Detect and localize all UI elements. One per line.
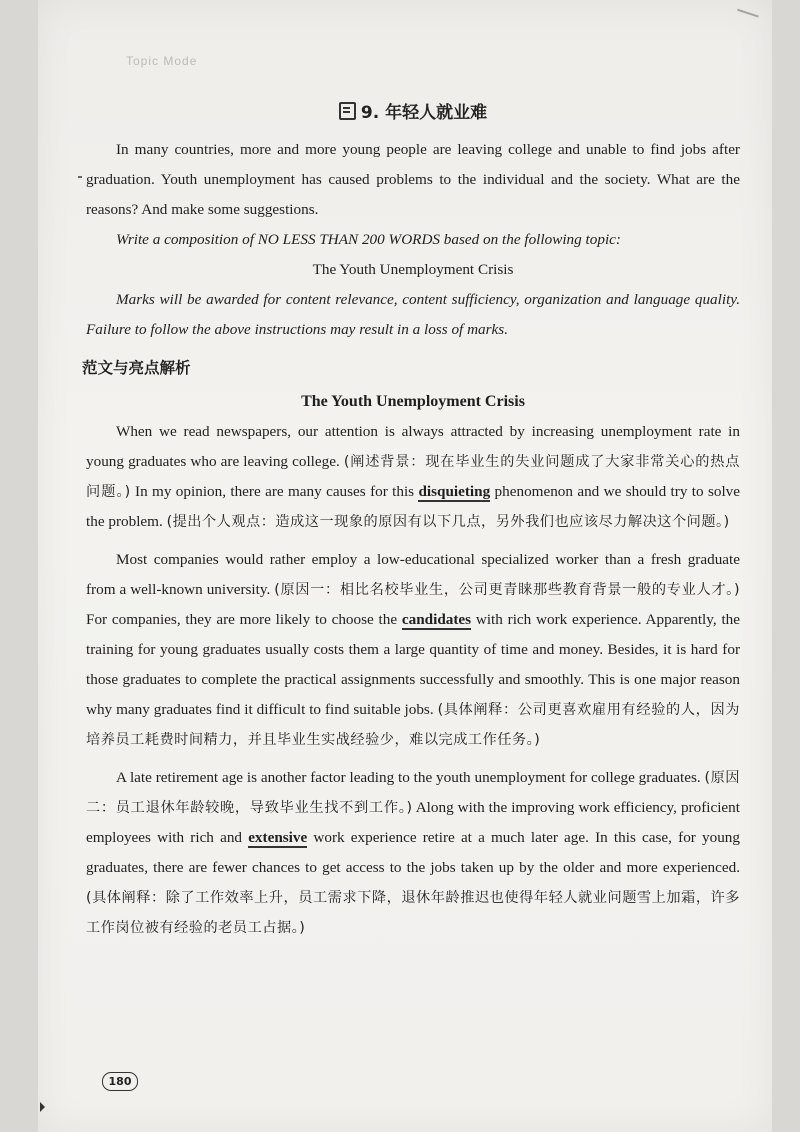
margin-tick xyxy=(78,176,82,178)
p2-annotation-2: (具体阐释：公司更喜欢雇用有经验的人，因为培养员工耗费时间精力，并且毕业生实战经验少，难以完成工作任务。) xyxy=(86,702,740,748)
essay-title: The Youth Unemployment Crisis xyxy=(301,393,525,410)
p2-text-c: with rich work experience. Apparently, the training for young graduates usually costs them a large quantity of time and money. Besides, it is hard for those graduates to complete the practical assignments successfully and smoothly. This is one major reason why many graduates find it difficult to find suitable jobs. xyxy=(86,611,741,718)
marking-note: Marks will be awarded for content relevance, content sufficiency, organization and language quality. Failure to follow the above instructions may result in a loss of marks. xyxy=(86,291,740,338)
p3-text-a: A late retirement age is another factor leading to the youth unemployment for college graduates. xyxy=(116,769,705,786)
p2-text-b: For companies, they are more likely to choose the xyxy=(86,611,402,628)
p2-annotation-1: (原因一：相比名校毕业生，公司更青睐那些教育背景一般的专业人才。) xyxy=(274,582,740,598)
p1-annotation-2: (提出个人观点：造成这一现象的原因有以下几点，另外我们也应该尽力解决这个问题。) xyxy=(166,514,730,530)
task-prompt: In many countries, more and more young people are leaving college and unable to find jobs after graduation. Youth unemployment has caused problems to the individual and the society. What are the reasons? And make some suggestions. xyxy=(86,141,740,218)
essay-paragraph-1 xyxy=(86,417,740,537)
p3-annotation-2: (具体阐释：除了工作效率上升，员工需求下降，退休年龄推迟也使得年轻人就业问题雪上加霜，许多工作岗位被有经验的老员工占据。) xyxy=(86,890,740,936)
page-content xyxy=(82,98,741,943)
p2-text-a: Most companies would rather employ a low-educational specialized worker than a fresh graduate from a well-known university. xyxy=(86,551,740,598)
page-corner-fold xyxy=(735,9,758,23)
p1-text-b: In my opinion, there are many causes for this xyxy=(130,483,419,500)
section-heading: 范文与亮点解析 xyxy=(82,359,191,377)
p1-annotation-1: (阐述背景：现在毕业生的失业问题成了大家非常关心的热点问题。) xyxy=(86,454,740,500)
binding-mark xyxy=(40,1102,45,1112)
page-number: 180 xyxy=(102,1072,138,1091)
running-header: Topic Mode xyxy=(126,54,198,68)
keyword-disquieting: disquieting xyxy=(418,483,491,500)
essay-paragraph-2 xyxy=(86,545,740,755)
p3-text-c: work experience retire at a much later age. In this case, for young graduates, there are fewer chances to get access to the jobs taken up by the older and more experienced. xyxy=(86,829,740,876)
task-topic: The Youth Unemployment Crisis xyxy=(312,261,514,278)
document-icon xyxy=(339,102,356,120)
p1-text-a: When we read newspapers, our attention is always attracted by increasing unemployment rate in young graduates who are leaving college. xyxy=(86,423,740,470)
p3-text-b: Along with the improving work efficiency, proficient employees with rich and xyxy=(86,799,740,846)
task-title xyxy=(86,98,740,123)
task-title-text: 9. 年轻人就业难 xyxy=(360,103,488,123)
essay-paragraph-3 xyxy=(86,763,740,943)
keyword-candidates: candidates xyxy=(401,611,472,628)
task-instruction: Write a composition of NO LESS THAN 200 WORDS based on the following topic: xyxy=(116,231,621,248)
keyword-extensive: extensive xyxy=(248,829,308,846)
p3-annotation-1: (原因二：员工退休年龄较晚，导致毕业生找不到工作。) xyxy=(86,770,740,816)
p1-text-c: phenomenon and we should try to solve the problem. xyxy=(86,483,741,530)
